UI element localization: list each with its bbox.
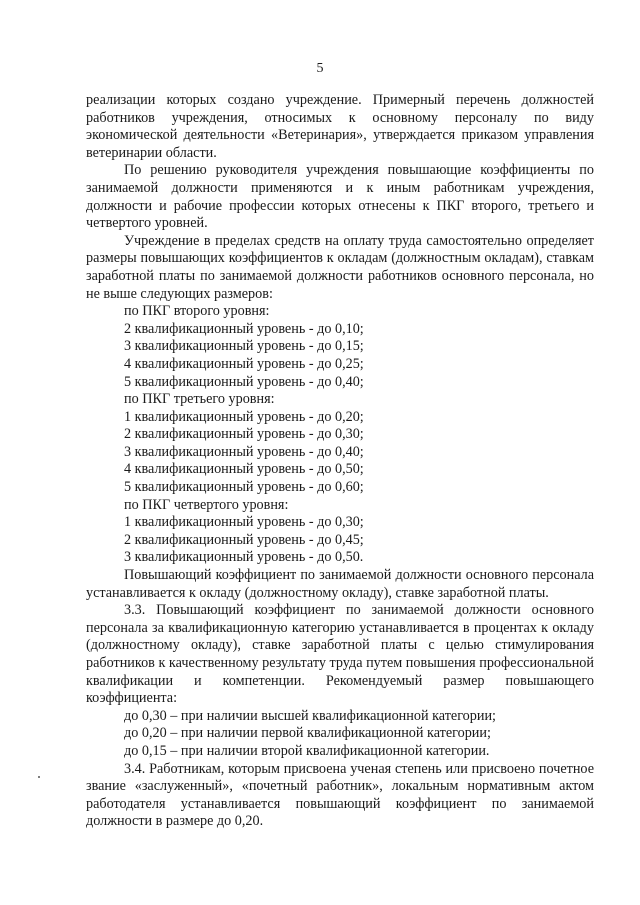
pkg4-heading: по ПКГ четвертого уровня: [124,496,289,513]
page-number: 5 [316,61,324,76]
category-item: до 0,15 – при наличии второй квалификационной категории. [124,742,490,759]
paragraph-coefficient-applied: Повышающий коэффициент по занимаемой должности основного персонала устанавливается к окладу (должностному окладу), ставке заработной платы. [86,567,594,601]
category-item: до 0,30 – при наличии высшей квалификационной категории; [124,707,496,724]
pkg4-item: 3 квалификационный уровень - до 0,50. [124,549,364,566]
paragraph-other-workers: По решению руководителя учреждения повышающие коэффициенты по занимаемой должности применяются и к иным работникам учреждения, должности и рабочие профессии которых отнесены к ПКГ второго, третьего и четвертого уровней. [86,162,594,232]
paragraph-continuation: реализации которых создано учреждение. Примерный перечень должностей работников учреждения, относимых к основному персоналу по виду экономической деятельности «Ветеринария», утверждается приказом управления ветеринарии области. [86,92,594,161]
pkg3-item: 3 квалификационный уровень - до 0,40; [124,443,364,460]
pkg4-item: 1 квалификационный уровень - до 0,30; [124,514,364,531]
pkg3-item: 5 квалификационный уровень - до 0,60; [124,479,364,496]
pkg3-heading: по ПКГ третьего уровня: [124,391,275,408]
pkg2-item: 3 квалификационный уровень - до 0,15; [124,338,364,355]
pkg2-heading: по ПКГ второго уровня: [124,303,270,320]
paragraph-coefficient-sizes: Учреждение в пределах средств на оплату труда самостоятельно определяет размеры повышающих коэффициентов к окладам (должностным окладам), ставкам заработной платы по занимаемой должности работников основного персонала, но не выше следующих размеров: [86,232,594,302]
pkg3-item: 1 квалификационный уровень - до 0,20; [124,408,364,425]
paragraph-section-3-3: 3.3. Повышающий коэффициент по занимаемой должности основного персонала за квалификационную категорию устанавливается в процентах к окладу (должностному окладу), ставке заработной платы с целью стимулирования работников к качественному результату труда путем повышения профессиональной квалификации и компетенции. Рекомендуемый размер повышающего коэффициента: [86,602,594,707]
pkg3-item: 4 квалификационный уровень - до 0,50; [124,461,364,478]
pkg2-item: 4 квалификационный уровень - до 0,25; [124,355,364,372]
paragraph-section-3-4: 3.4. Работникам, которым присвоена ученая степень или присвоено почетное звание «заслуженный», «почетный работник», локальным нормативным актом работодателя устанавливается повышающий коэффициент по занимаемой должности в размере до 0,20. [86,760,594,830]
document-body [86,92,594,831]
scan-speck [38,776,40,778]
pkg2-item: 2 квалификационный уровень - до 0,10; [124,320,364,337]
pkg4-item: 2 квалификационный уровень - до 0,45; [124,531,364,548]
pkg2-item: 5 квалификационный уровень - до 0,40; [124,373,364,390]
category-item: до 0,20 – при наличии первой квалификационной категории; [124,725,491,742]
pkg3-item: 2 квалификационный уровень - до 0,30; [124,426,364,443]
